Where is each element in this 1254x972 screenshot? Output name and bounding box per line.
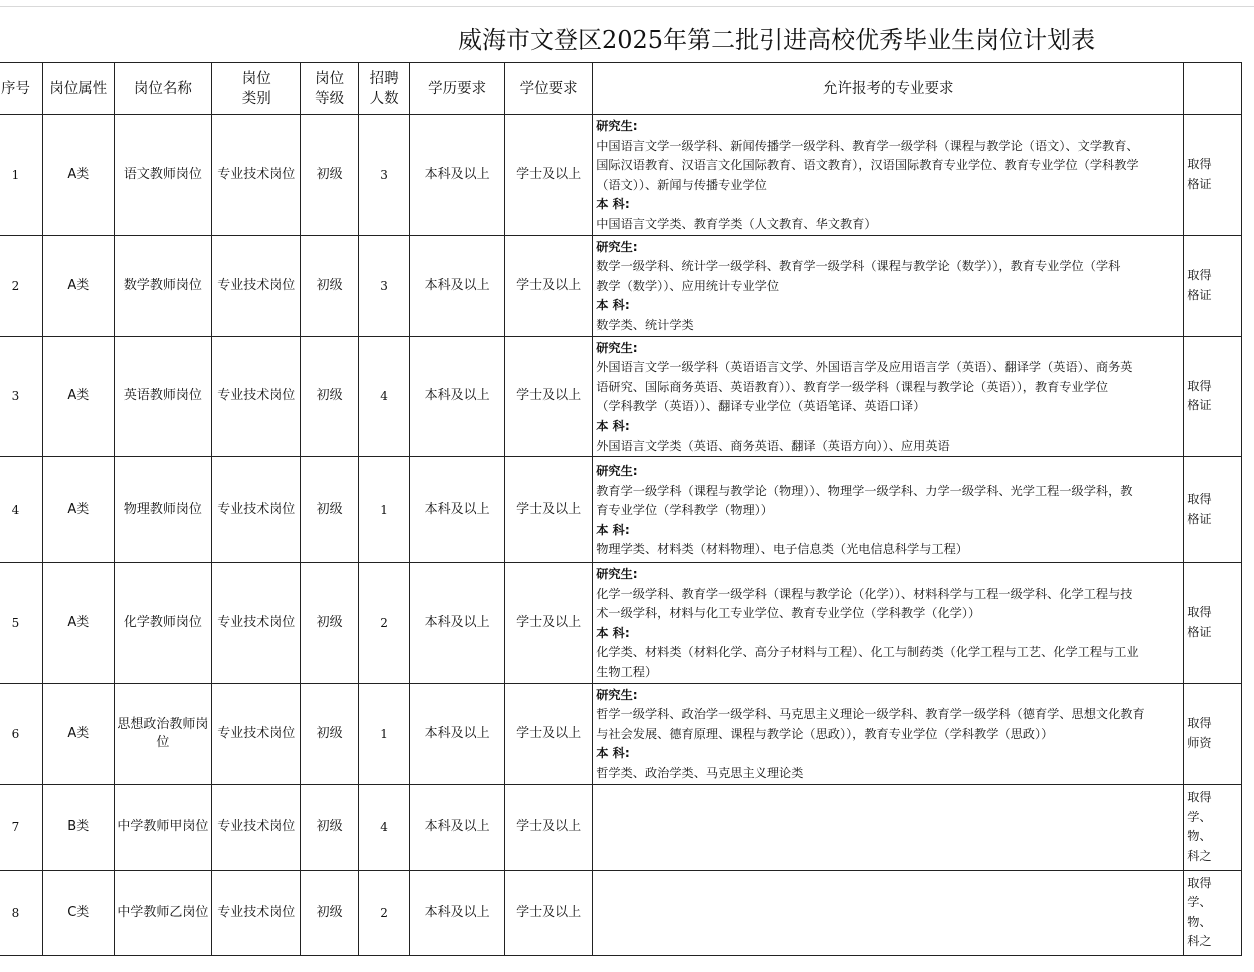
undergraduate-label: 本 科:	[596, 522, 630, 537]
header-degree: 学位要求	[504, 63, 592, 115]
cell-major-requirements: 研究生: 教育学一级学科（课程与教学论（物理））、物理学一级学科、力学一级学科、光学工程一级学科，教 育专业学位（学科教学（物理）） 本 科: 物理学类、材料类（材料物理）、电子信息类（光电信息科学与工程）	[593, 457, 1184, 563]
cell-degree: 学士及以上	[504, 563, 592, 684]
cell-attr: A类	[42, 457, 114, 563]
cell-count: 2	[359, 870, 410, 955]
cell-edu: 本科及以上	[410, 457, 505, 563]
cell-major-requirements	[593, 784, 1184, 870]
cell-count: 4	[359, 784, 410, 870]
cell-type: 专业技术岗位	[212, 457, 301, 563]
undergraduate-label: 本 科:	[596, 197, 630, 212]
cell-edu: 本科及以上	[410, 870, 505, 955]
cell-seq: 8	[0, 870, 42, 955]
header-grade: 岗位 等级	[301, 63, 359, 115]
position-plan-table	[0, 62, 1242, 956]
cell-type: 专业技术岗位	[212, 784, 301, 870]
cell-seq: 4	[0, 457, 42, 563]
cell-count: 3	[359, 115, 410, 236]
cell-seq: 6	[0, 683, 42, 784]
cell-edu: 本科及以上	[410, 115, 505, 236]
header-note	[1184, 63, 1242, 115]
cell-name: 中学教师乙岗位	[114, 870, 212, 955]
cell-edu: 本科及以上	[410, 563, 505, 684]
cell-edu: 本科及以上	[410, 784, 505, 870]
table-row	[0, 563, 1242, 684]
cell-count: 4	[359, 336, 410, 457]
cell-type: 专业技术岗位	[212, 683, 301, 784]
cell-major-requirements: 研究生: 数学一级学科、统计学一级学科、教育学一级学科（课程与教学论（数学）），教育专业学位（学科 教学（数学））、应用统计专业学位 本 科: 数学类、统计学类	[593, 235, 1184, 336]
cell-degree: 学士及以上	[504, 457, 592, 563]
cell-grade: 初级	[301, 784, 359, 870]
cell-count: 1	[359, 683, 410, 784]
cell-count: 1	[359, 457, 410, 563]
cell-degree: 学士及以上	[504, 115, 592, 236]
document-title	[0, 20, 1254, 54]
cell-seq: 7	[0, 784, 42, 870]
cell-major-requirements	[593, 870, 1184, 955]
cell-name: 中学教师甲岗位	[114, 784, 212, 870]
cell-seq: 2	[0, 235, 42, 336]
cell-grade: 初级	[301, 563, 359, 684]
header-name: 岗位名称	[114, 63, 212, 115]
cell-type: 专业技术岗位	[212, 870, 301, 955]
header-seq: 序号	[0, 63, 42, 115]
cell-type: 专业技术岗位	[212, 563, 301, 684]
cell-grade: 初级	[301, 336, 359, 457]
header-attr: 岗位属性	[42, 63, 114, 115]
cell-name: 物理教师岗位	[114, 457, 212, 563]
cell-grade: 初级	[301, 115, 359, 236]
cell-seq: 3	[0, 336, 42, 457]
graduate-label: 研究生:	[596, 567, 638, 582]
header-edu: 学历要求	[410, 63, 505, 115]
cell-edu: 本科及以上	[410, 683, 505, 784]
table-row	[0, 457, 1242, 563]
cell-attr: A类	[42, 235, 114, 336]
cell-degree: 学士及以上	[504, 870, 592, 955]
cell-grade: 初级	[301, 457, 359, 563]
graduate-label: 研究生:	[596, 464, 638, 479]
table-row	[0, 870, 1242, 955]
cell-major-requirements: 研究生: 中国语言文学一级学科、新闻传播学一级学科、教育学一级学科（课程与教学论（语文）、文学教育、 国际汉语教育、汉语言文化国际教育、语文教育），汉语国际教育专业学位、教育专业学位（学科教学 （语文））、新闻与传播专业学位 本 科: 中国语言文学类、教育学类（人文教育、华文教育）	[593, 115, 1184, 236]
top-rule	[0, 6, 1254, 7]
table-row	[0, 235, 1242, 336]
cell-major-requirements: 研究生: 化学一级学科、教育学一级学科（课程与教学论（化学））、材料科学与工程一级学科、化学工程与技 术一级学科，材料与化工专业学位、教育专业学位（学科教学（化学）） 本 科: 化学类、材料类（材料化学、高分子材料与工程）、化工与制药类（化学工程与工艺、化学工程与工业 生物工程）	[593, 563, 1184, 684]
cell-type: 专业技术岗位	[212, 235, 301, 336]
cell-degree: 学士及以上	[504, 336, 592, 457]
cell-grade: 初级	[301, 870, 359, 955]
page-title: 威海市文登区2025年第二批引进高校优秀毕业生岗位计划表	[458, 26, 1096, 54]
cell-attr: A类	[42, 336, 114, 457]
cell-name: 思想政治教师岗 位	[114, 683, 212, 784]
undergraduate-label: 本 科:	[596, 418, 630, 433]
cell-major-requirements: 研究生: 外国语言文学一级学科（英语语言文学、外国语言学及应用语言学（英语）、翻译学（英语）、商务英 语研究、国际商务英语、英语教育））、教育学一级学科（课程与教学论（英语）），教育专业学位 （学科教学（英语））、翻译专业学位（英语笔译、英语口译） 本 科: 外国语言文学类（英语、商务英语、翻译（英语方向））、应用英语	[593, 336, 1184, 457]
header-type: 岗位 类别	[212, 63, 301, 115]
table-header-row	[0, 63, 1242, 115]
cell-degree: 学士及以上	[504, 235, 592, 336]
header-major: 允许报考的专业要求	[593, 63, 1184, 115]
cell-edu: 本科及以上	[410, 235, 505, 336]
table-row	[0, 784, 1242, 870]
cell-major-requirements: 研究生: 哲学一级学科、政治学一级学科、马克思主义理论一级学科、教育学一级学科（德育学、思想文化教育 与社会发展、德育原理、课程与教学论（思政）），教育专业学位（学科教学（思政）） 本 科: 哲学类、政治学类、马克思主义理论类	[593, 683, 1184, 784]
header-count: 招聘 人数	[359, 63, 410, 115]
cell-note: 取得 格证	[1184, 457, 1242, 563]
graduate-label: 研究生:	[596, 119, 638, 133]
cell-note: 取得 学、 物、 科之	[1184, 870, 1242, 955]
cell-note: 取得 格证	[1184, 563, 1242, 684]
cell-grade: 初级	[301, 235, 359, 336]
cell-degree: 学士及以上	[504, 784, 592, 870]
cell-attr: A类	[42, 683, 114, 784]
cell-name: 英语教师岗位	[114, 336, 212, 457]
cell-note: 取得 格证	[1184, 115, 1242, 236]
graduate-label: 研究生:	[596, 340, 638, 355]
cell-type: 专业技术岗位	[212, 115, 301, 236]
cell-count: 2	[359, 563, 410, 684]
table-row	[0, 336, 1242, 457]
table-row	[0, 683, 1242, 784]
cell-name: 数学教师岗位	[114, 235, 212, 336]
cell-count: 3	[359, 235, 410, 336]
cell-note: 取得 学、 物、 科之	[1184, 784, 1242, 870]
undergraduate-label: 本 科:	[596, 746, 630, 761]
cell-grade: 初级	[301, 683, 359, 784]
cell-seq: 1	[0, 115, 42, 236]
cell-degree: 学士及以上	[504, 683, 592, 784]
graduate-label: 研究生:	[596, 239, 638, 254]
cell-name: 化学教师岗位	[114, 563, 212, 684]
cell-seq: 5	[0, 563, 42, 684]
cell-attr: C类	[42, 870, 114, 955]
undergraduate-label: 本 科:	[596, 625, 630, 640]
cell-attr: A类	[42, 563, 114, 684]
cell-attr: A类	[42, 115, 114, 236]
cell-attr: B类	[42, 784, 114, 870]
cell-note: 取得 师资	[1184, 683, 1242, 784]
cell-edu: 本科及以上	[410, 336, 505, 457]
cell-note: 取得 格证	[1184, 235, 1242, 336]
table-row	[0, 115, 1242, 236]
cell-type: 专业技术岗位	[212, 336, 301, 457]
cell-name: 语文教师岗位	[114, 115, 212, 236]
undergraduate-label: 本 科:	[596, 298, 630, 313]
graduate-label: 研究生:	[596, 687, 638, 702]
cell-note: 取得 格证	[1184, 336, 1242, 457]
